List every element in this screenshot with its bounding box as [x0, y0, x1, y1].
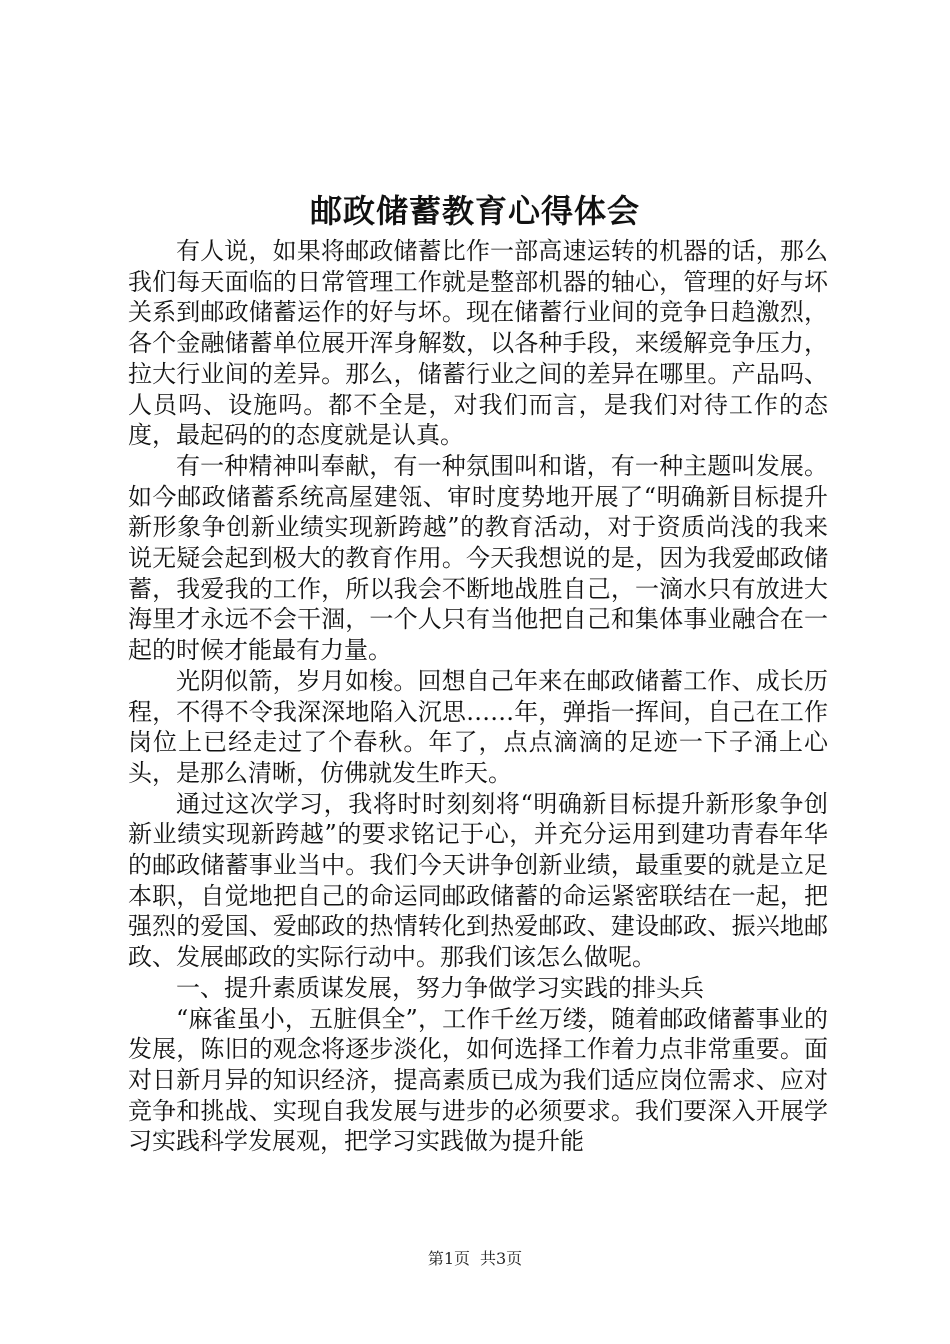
page-footer: [0, 1246, 950, 1269]
page-number: 第1页: [427, 1249, 470, 1268]
paragraph-1: 有人说，如果将邮政储蓄比作一部高速运转的机器的话，那么我们每天面临的日常管理工作就是整部机器的轴心，管理的好与坏关系到邮政储蓄运作的好与坏。现在储蓄行业间的竞争日趋激烈，各个金融储蓄单位展开浑身解数，以各种手段，来缓解竞争压力，拉大行业间的差异。那么，储蓄行业之间的差异在哪里。产品吗、人员吗、设施吗。都不全是，对我们而言，是我们对待工作的态度，最起码的的态度就是认真。: [128, 237, 828, 450]
paragraph-4: 通过这次学习，我将时时刻刻将“明确新目标提升新形象争创新业绩实现新跨越”的要求铭记于心，并充分运用到建功青春年华的邮政储蓄事业当中。我们今天讲争创新业绩，最重要的就是立足本职，自觉地把自己的命运同邮政储蓄的命运紧密联结在一起，把强烈的爱国、爱邮政的热情转化到热爱邮政、建设邮政、振兴地邮政、发展邮政的实际行动中。那我们该怎么做呢。: [128, 789, 828, 972]
document-body: [128, 236, 828, 1157]
page-total: 共3页: [480, 1249, 523, 1268]
paragraph-2: 有一种精神叫奉献，有一种氛围叫和谐，有一种主题叫发展。如今邮政储蓄系统高屋建瓴、审时度势地开展了“明确新目标提升新形象争创新业绩实现新跨越”的教育活动，对于资质尚浅的我来说无疑会起到极大的教育作用。今天我想说的是，因为我爱邮政储蓄，我爱我的工作，所以我会不断地战胜自己，一滴水只有放进大海里才永远不会干涸，一个人只有当他把自己和集体事业融合在一起的时候才能最有力量。: [128, 451, 828, 665]
paragraph-5: “麻雀虽小，五脏俱全”，工作千丝万缕，随着邮政储蓄事业的发展，陈旧的观念将逐步淡化，如何选择工作着力点非常重要。面对日新月异的知识经济，提高素质已成为我们适应岗位需求、应对竞争和挑战、实现自我发展与进步的必须要求。我们要深入开展学习实践科学发展观，把学习实践做为提升能: [128, 1004, 828, 1156]
document-title: 邮政储蓄教育心得体会: [309, 192, 640, 230]
paragraph-3: 光阴似箭，岁月如梭。回想自己年来在邮政储蓄工作、成长历程，不得不令我深深地陷入沉思……年，弹指一挥间，自己在工作岗位上已经走过了个春秋。年了，点点滴滴的足迹一下子涌上心头，是那么清晰，仿佛就发生昨天。: [128, 666, 828, 787]
section-heading-1: 一、提升素质谋发展，努力争做学习实践的排头兵: [176, 973, 704, 1002]
